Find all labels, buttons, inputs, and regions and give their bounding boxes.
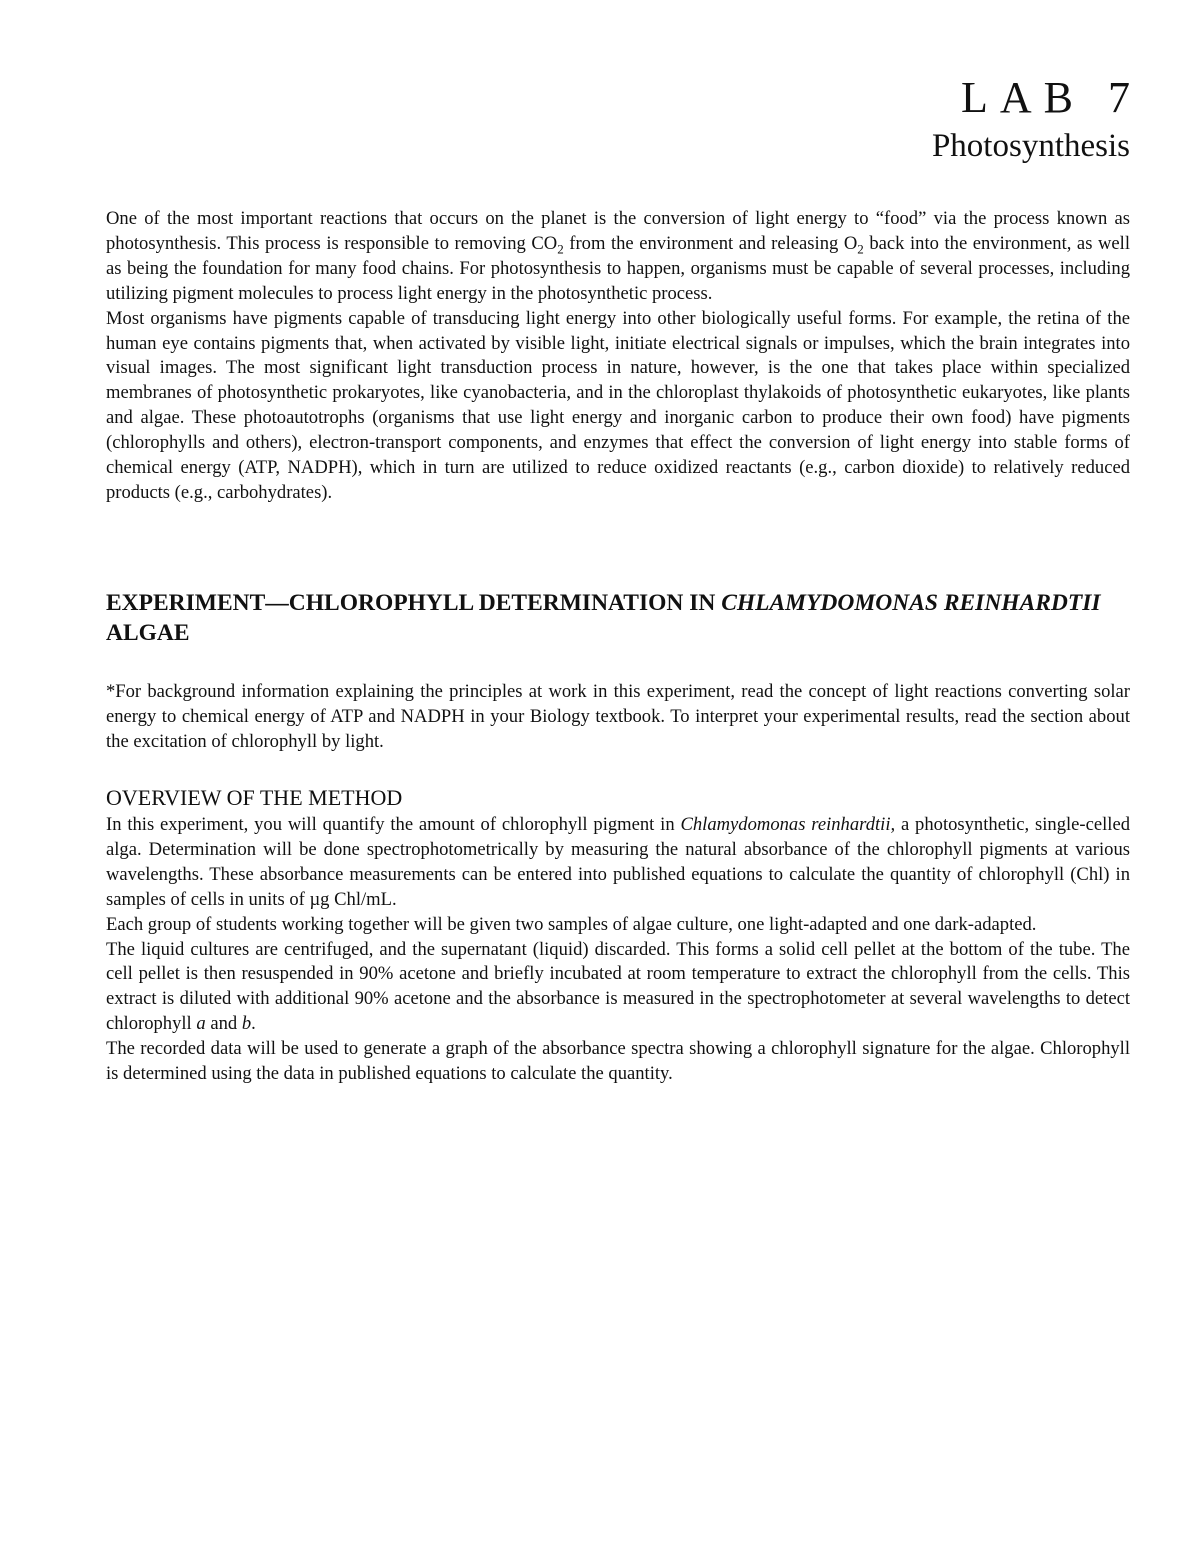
o2-subscript: 2 [857, 241, 864, 257]
method-paragraph-4: The recorded data will be used to generate a graph of the absorbance spectra showing a chlorophyll signature for the algae. Chlorophyll is determined using the data in published equations to calculate the quantity. [106, 1038, 1130, 1085]
method-p3-text-1: The liquid cultures are centrifuged, and the supernatant (liquid) discarded. This forms a solid cell pellet at the bottom of the tube. The cell pellet is then resuspended in 90% acetone and briefly incubated at room temperature to extract the chlorophyll from the cells. This extract is diluted with additional 90% acetone and the absorbance is measured in the spectrophotometer at several wavelengths to detect chlorophyll [106, 938, 1130, 1035]
method-p3-end: . [251, 1013, 256, 1035]
lab-title: Photosynthesis [931, 128, 1130, 164]
intro-paragraph-1 [106, 207, 1130, 307]
method-p3-and: and [205, 1013, 242, 1035]
experiment-heading-text-2: ALGAE [106, 620, 190, 646]
experiment-heading-text-1: EXPERIMENT—CHLOROPHYLL DETERMINATION IN [106, 590, 722, 616]
intro-p1-text-1: One of the most important reactions that occurs on the planet is the conversion of light energy to “food” via the process known as photosynthesis. This process is responsible to removing CO [106, 208, 1130, 254]
background-note-section [106, 680, 1130, 755]
intro-section [106, 207, 1130, 506]
intro-p1-text-2: from the environment and releasing O [563, 232, 858, 254]
chlorophyll-a-label: a [196, 1013, 206, 1035]
method-p1-text-2: a photosynthetic, single-celled alga. Determination will be done spectrophotometrically by measuring the natural absorbance of the chlorophyll pigments at various wavelengths. These absorbance measurements can be entered into published equations to calculate the quantity of chlorophyll (Chl) in samples of cells in units of µg Chl/mL. [106, 814, 1131, 910]
co2-subscript: 2 [557, 241, 564, 257]
lab-number: LAB 7 [961, 73, 1142, 122]
method-p1-species: Chlamydomonas reinhardtii, [680, 814, 896, 835]
method-heading: OVERVIEW OF THE METHOD [106, 785, 403, 810]
background-note: *For background information explaining the principles at work in this experiment, read the concept of light reactions converting solar energy to chemical energy of ATP and NADPH in your Biology textbook. To interpret your experimental results, read the section about the excitation of chlorophyll by light. [106, 681, 1130, 752]
method-section [106, 813, 1130, 1087]
chlorophyll-b-label: b [241, 1013, 252, 1035]
intro-p1-text-3: back into the environment, as well as being the foundation for many food chains. For photosynthesis to happen, organisms must be capable of several processes, including utilizing pigment molecules to process light energy in the photosynthetic process. [106, 232, 1130, 304]
intro-paragraph-2: Most organisms have pigments capable of transducing light energy into other biologically useful forms. For example, the retina of the human eye contains pigments that, when activated by visible light, initiate electrical signals or impulses, which the brain integrates into visual images. The most significant light transduction process in nature, however, is the one that takes place within specialized membranes of photosynthetic prokaryotes, like cyanobacteria, and in the chloroplast thylakoids of photosynthetic eukaryotes, like plants and algae. These photoautotrophs (organisms that use light energy and inorganic carbon to produce their own food) have pigments (chlorophylls and others), electron-transport components, and enzymes that effect the conversion of light energy into stable forms of chemical energy (ATP, NADPH), which in turn are utilized to reduce oxidized reactants (e.g., carbon dioxide) to relatively reduced products (e.g., carbohydrates). [106, 307, 1130, 503]
experiment-heading-species: CHLAMYDOMONAS REINHARDTII [721, 590, 1101, 616]
method-paragraph-1 [106, 813, 1130, 913]
experiment-heading [106, 588, 1130, 648]
method-paragraph-3 [106, 938, 1130, 1038]
method-paragraph-2: Each group of students working together will be given two samples of algae culture, one light-adapted and one dark-adapted. [106, 913, 1037, 935]
method-p1-text-1: In this experiment, you will quantify the amount of chlorophyll pigment in [106, 814, 681, 835]
